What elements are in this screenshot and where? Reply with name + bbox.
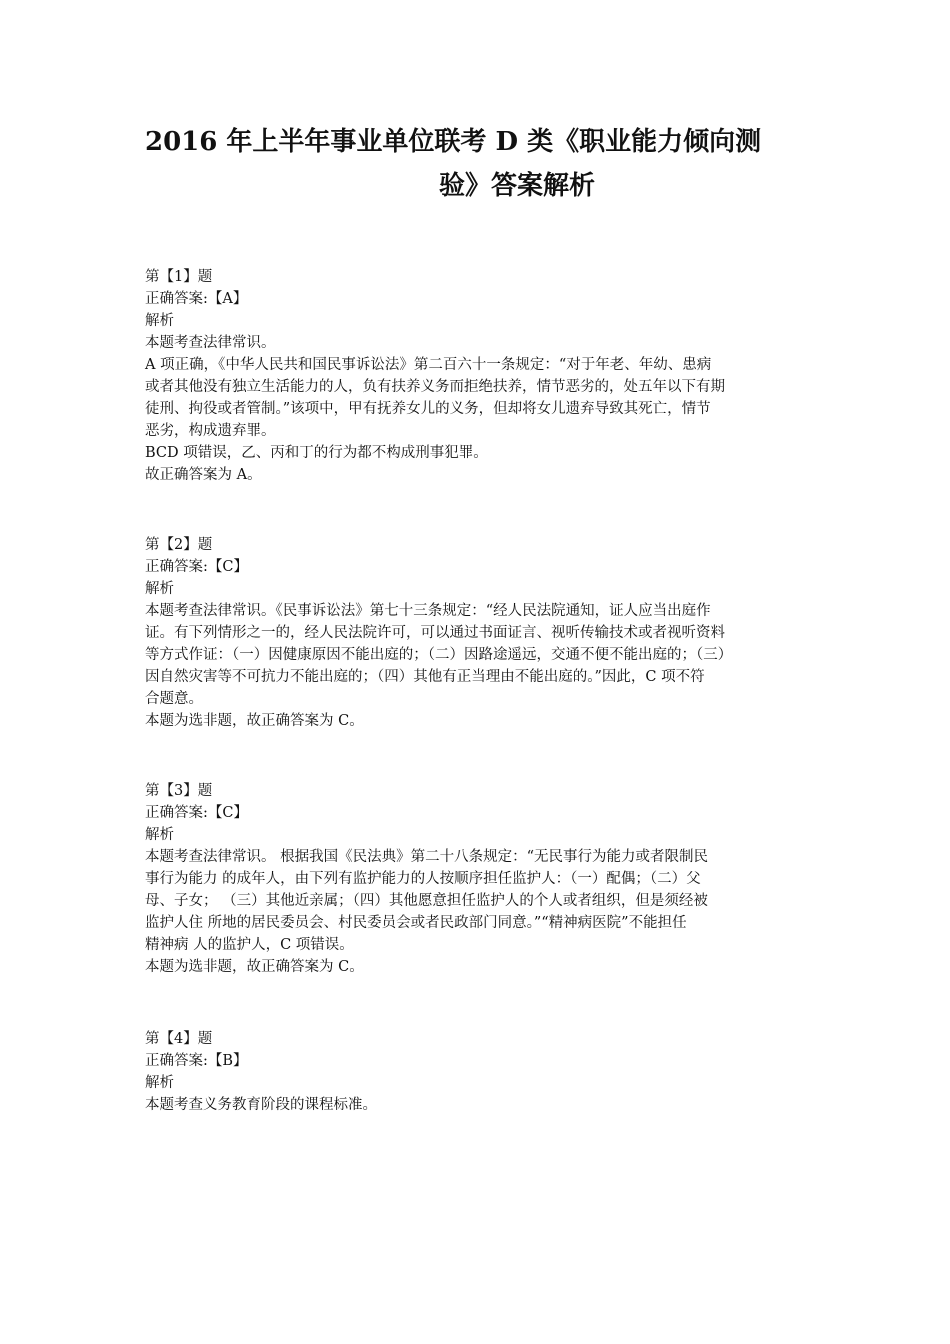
question-block-4 (145, 1028, 817, 1116)
analysis-line: 本题为选非题，故正确答案为 C。 (145, 713, 364, 729)
analysis-line: 精神病 人的监护人，C 项错误。 (145, 937, 354, 953)
analysis-line: 监护人住 所地的居民委员会、村民委员会或者民政部门同意。”“精神病医院”不能担任 (145, 915, 687, 931)
analysis-line: 母、子女； （三）其他近亲属；（四）其他愿意担任监护人的个人或者组织，但是须经被 (145, 893, 708, 909)
correct-answer: 正确答案:【C】 (145, 805, 248, 821)
analysis-line: 本题考查法律常识。《民事诉讼法》第七十三条规定：“经人民法院通知，证人应当出庭作 (145, 603, 711, 619)
question-block-2 (145, 534, 817, 732)
analysis-line: 本题考查义务教育阶段的课程标准。 (145, 1097, 377, 1113)
analysis-line: 证。有下列情形之一的，经人民法院许可，可以通过书面证言、视听传输技术或者视听资料 (145, 625, 725, 641)
analysis-label: 解析 (145, 1075, 174, 1091)
question-block-3 (145, 780, 817, 978)
correct-answer: 正确答案:【A】 (145, 291, 248, 307)
title-line-2: 验》答案解析 (438, 171, 595, 201)
analysis-label: 解析 (145, 313, 174, 329)
analysis-line: 或者其他没有独立生活能力的人，负有扶养义务而拒绝扶养，情节恶劣的，处五年以下有期 (145, 379, 725, 395)
question-heading: 第【4】题 (145, 1031, 213, 1047)
question-heading: 第【2】题 (145, 537, 213, 553)
document-title (145, 120, 785, 208)
analysis-line: 恶劣，构成遗弃罪。 (145, 423, 276, 439)
analysis-line: 本题考查法律常识。 根据我国《民法典》第二十八条规定：“无民事行为能力或者限制民 (145, 849, 709, 865)
analysis-line: 本题考查法律常识。 (145, 335, 276, 351)
analysis-line: 因自然灾害等不可抗力不能出庭的；（四）其他有正当理由不能出庭的。”因此，C 项不符 (145, 669, 705, 685)
title-line-1: 2016 年上半年事业单位联考 D 类《职业能力倾向测 (145, 127, 762, 157)
analysis-line: 徒刑、拘役或者管制。”该项中，甲有抚养女儿的义务，但却将女儿遗弃导致其死亡，情节 (145, 401, 711, 417)
analysis-line: A 项正确，《中华人民共和国民事诉讼法》第二百六十一条规定：“对于年老、年幼、患病 (145, 357, 712, 373)
analysis-line: 合题意。 (145, 691, 203, 707)
analysis-line: 事行为能力 的成年人，由下列有监护能力的人按顺序担任监护人：（一）配偶；（二）父 (145, 871, 701, 887)
question-block-1 (145, 266, 817, 486)
correct-answer: 正确答案:【B】 (145, 1053, 248, 1069)
analysis-line: 本题为选非题，故正确答案为 C。 (145, 959, 364, 975)
analysis-line: BCD 项错误，乙、丙和丁的行为都不构成刑事犯罪。 (145, 445, 488, 461)
analysis-label: 解析 (145, 827, 174, 843)
analysis-label: 解析 (145, 581, 174, 597)
analysis-line: 等方式作证：（一）因健康原因不能出庭的；（二）因路途遥远，交通不便不能出庭的；（三） (145, 647, 733, 663)
question-heading: 第【1】题 (145, 269, 213, 285)
correct-answer: 正确答案:【C】 (145, 559, 248, 575)
question-heading: 第【3】题 (145, 783, 213, 799)
analysis-line: 故正确答案为 A。 (145, 467, 262, 483)
